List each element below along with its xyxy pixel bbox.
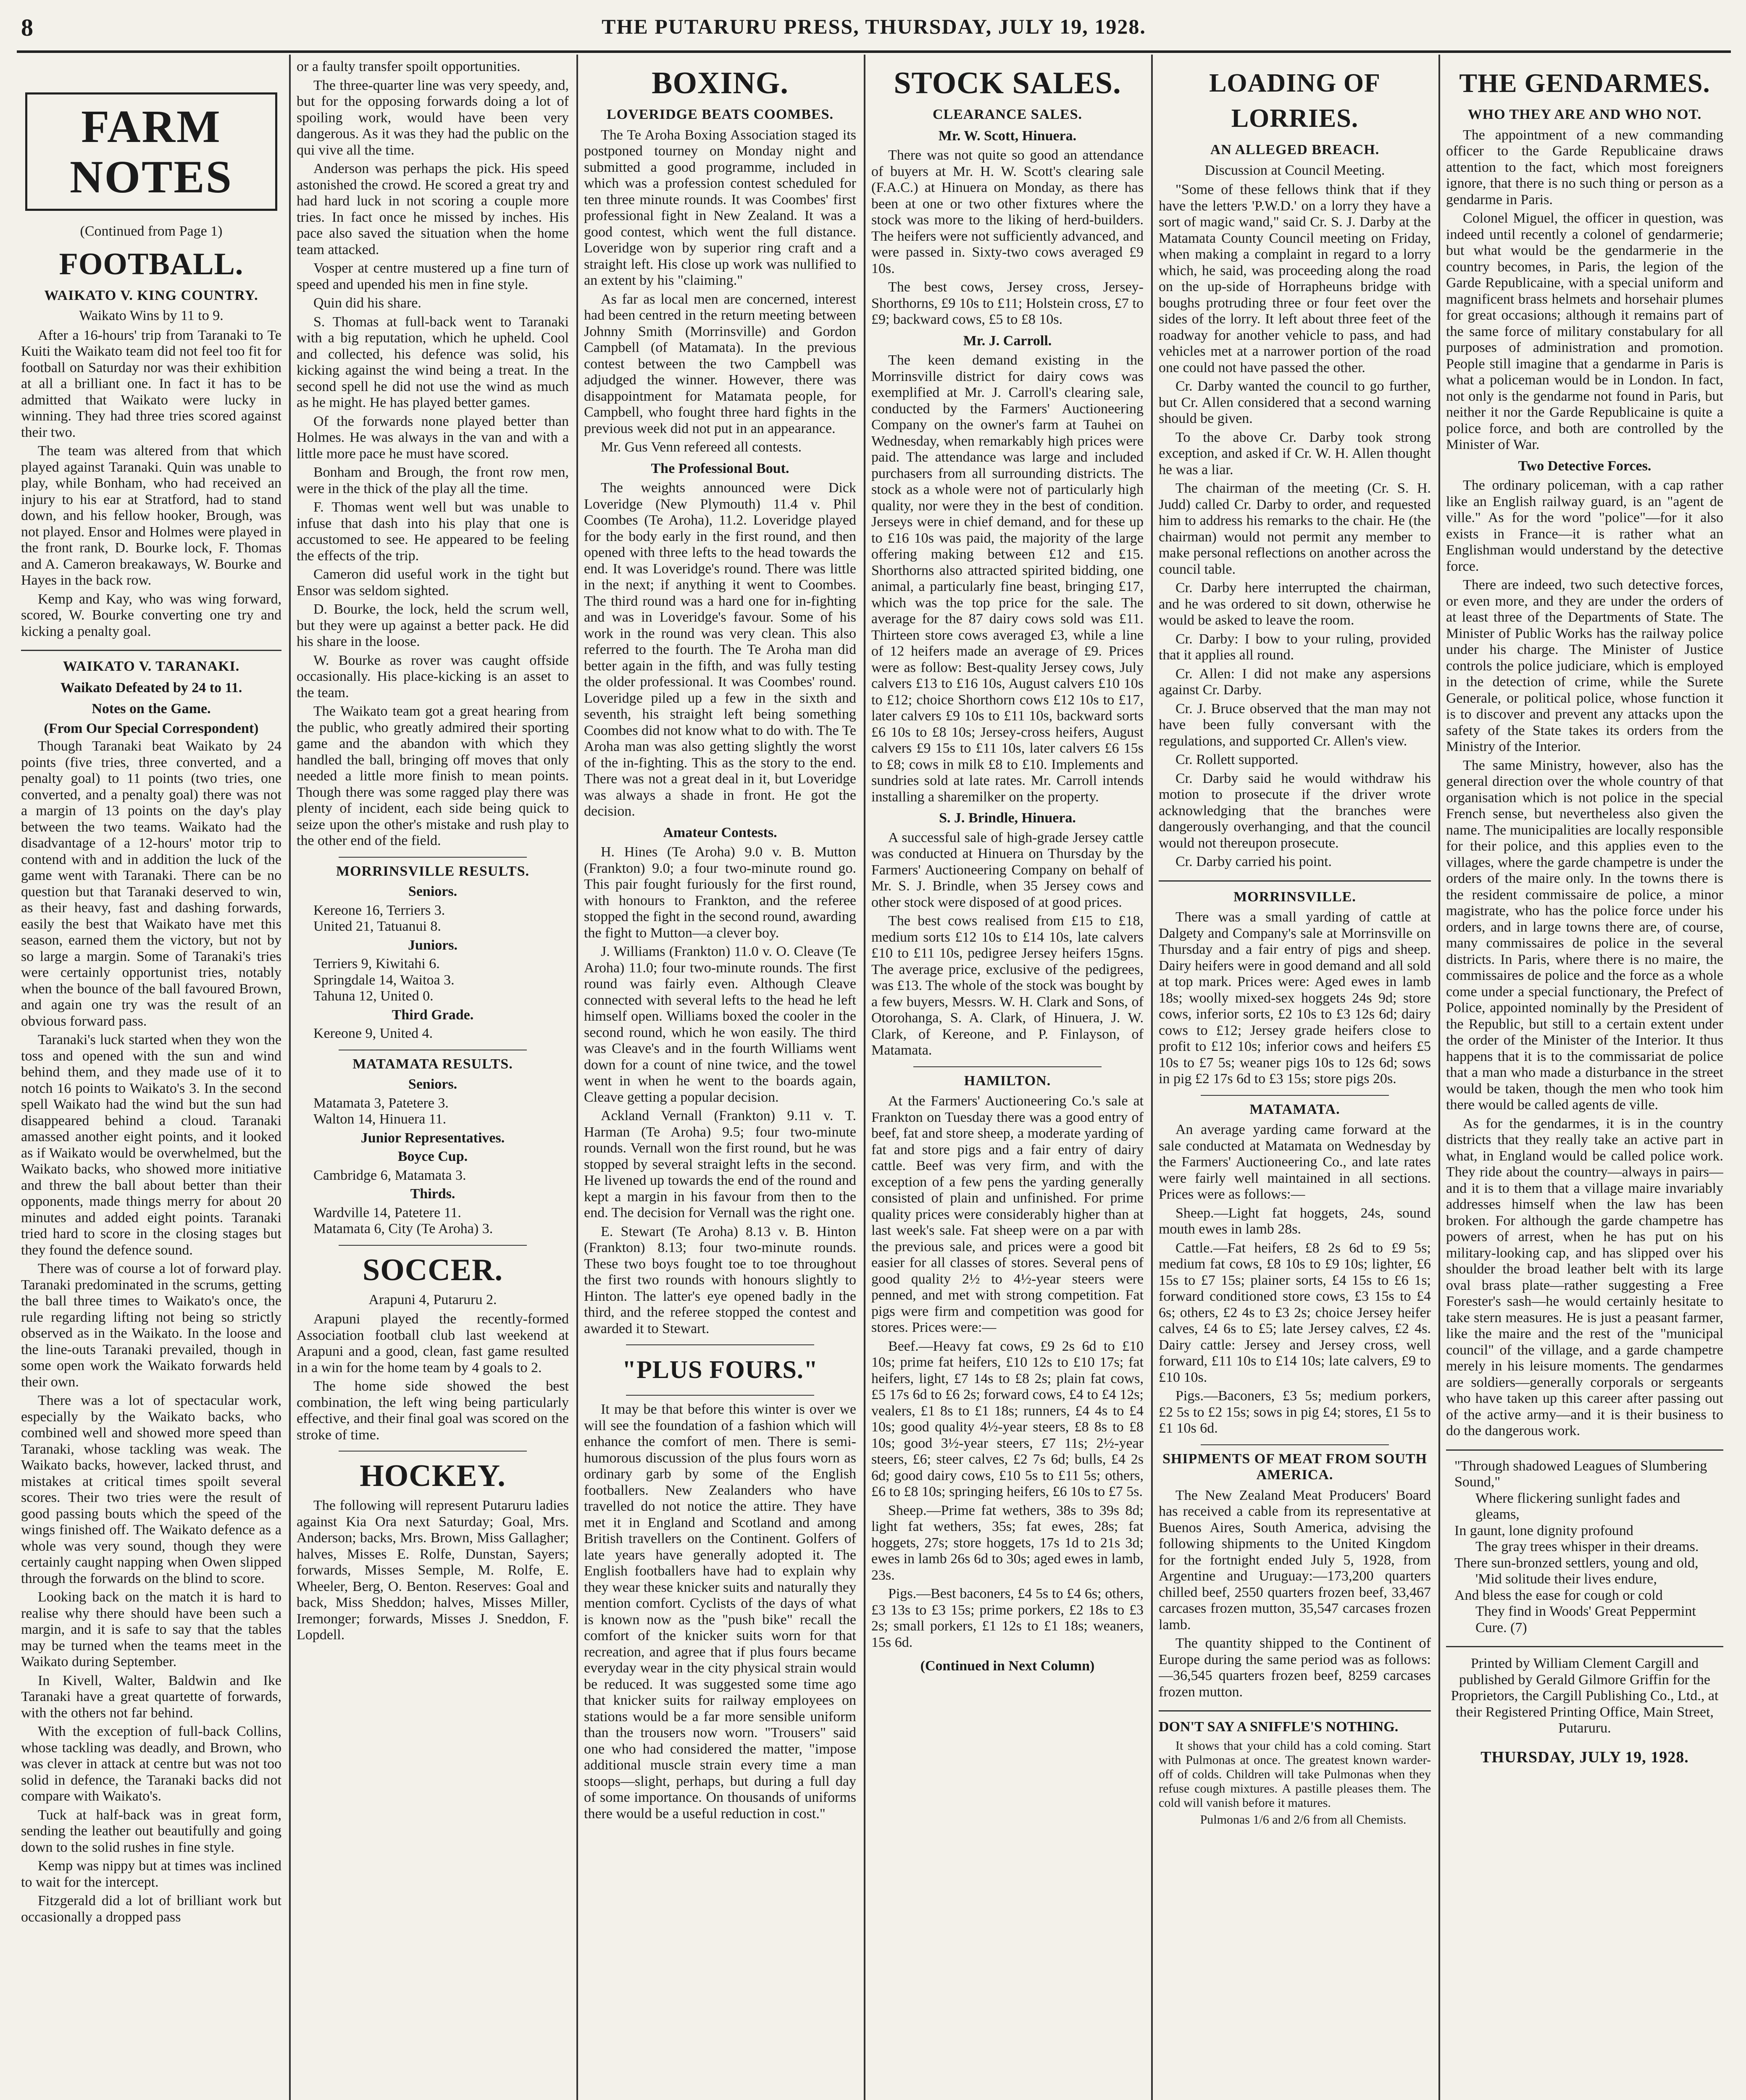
divider xyxy=(339,1451,527,1452)
paragraph: The best cows realised from £15 to £18, medium sorts £12 10s to £14 10s, late calvers £10 to £11 10s, pedigree Jersey heifers 15gns. The average price, exclusive of the pedigrees, was £13. The whole of the stock was bought by a few buyers, Messrs. W. H. Clark and Sons, of Otorohanga, S. A. Clark, of Hinuera, J. W. Clark, of Kereone, and P. Finlayson, of Matamata. xyxy=(871,913,1144,1058)
poem-line: They find in Woods' Great Peppermint Cure. (7) xyxy=(1475,1604,1696,1635)
correspondent-line: (From Our Special Correspondent) xyxy=(44,720,259,736)
paragraph: Pigs.—Best baconers, £4 5s to £4 6s; others, £3 13s to £3 15s; prime porkers, £2 18s to £3 2s; small porkers, £1 12s to £1 18s; weaners, 15s 6d. xyxy=(871,1586,1144,1650)
paragraph: Mr. Gus Venn refereed all contests. xyxy=(601,439,802,455)
paragraph: Fitzgerald did a lot of brilliant work but occasionally a dropped pass xyxy=(21,1893,281,1925)
paragraph: Arapuni played the recently-formed Association football club last weekend at Arapuni and a good, clean, fast game resulted in a win for the home team by 4 goals to 2. xyxy=(297,1311,569,1376)
paragraph: The same Ministry, however, also has the general direction over the whole country of that organisation which is not police in the special French sense, but nevertheless also given the name. The municipalities are locally responsible for their police, and this applies even to the villages, where the garde champetre is under the orders of the maire only. In the towns there is the resident commissaire de police, a minor magistrate, who has the police force under his orders, and in large towns there are, of course, many commissaires de police in the several districts. In Paris, where there is no maire, the commissaires de police and the force as a whole come under a special functionary, the Prefect of Police, appointed nominally by the President of the Republic, but still to a certain extent under the order of the Minister of the Interior. It thus happens that it is to the commissariat de police that a man who made a disturbance in the street would be taken, though the men who took him there would be called agents de ville. xyxy=(1446,757,1723,1113)
divider xyxy=(1159,1710,1431,1712)
paragraph: Cameron did useful work in the tight but Ensor was seldom sighted. xyxy=(297,567,569,598)
printer-imprint: Printed by William Clement Cargill and published by Gerald Gilmore Griffin for the Proprietors, the Cargill Publishing Co., Ltd., at their Registered Printing Office, Main Street, Putaruru. xyxy=(1451,1656,1719,1736)
paragraph: Pigs.—Baconers, £3 5s; medium porkers, £2 5s to £2 15s; sows in pig £4; stores, £1 5s to £1 10s 6d. xyxy=(1159,1388,1431,1436)
column-rule xyxy=(864,55,865,2100)
paragraph: There was of course a lot of forward play. Taranaki predominated in the scrums, getting the ball three times to Waikato's once, the rule regarding lifting not being so strictly observed as in the Waikato. In the loose and the line-outs Taranaki prevailed, though in some open work the Waikato forwards held their own. xyxy=(21,1261,281,1390)
column-boxing xyxy=(584,59,856,2100)
paragraph: Bonham and Brough, the front row men, were in the thick of the play all the time. xyxy=(297,465,569,496)
paragraph: The quantity shipped to the Continent of Europe during the same period was as follows:—36,545 quarters frozen beef, 8259 carcases frozen mutton. xyxy=(1159,1635,1431,1700)
paragraph: S. Thomas at full-back went to Taranaki with a big reputation, which he upheld. Cool and collected, his defence was solid, his kicking against the wind being a treat. In the second spell he did not use the wind as much as he might. He has played better games. xyxy=(297,314,569,410)
paragraph: The chairman of the meeting (Cr. S. H. Judd) called Cr. Darby to order, and requested him to address his remarks to the chair. He (the chairman) would not permit any member to make personal reflections on another across the council table. xyxy=(1159,480,1431,577)
column-rule xyxy=(576,55,578,2100)
divider xyxy=(626,1344,814,1345)
paragraph: The Te Aroha Boxing Association staged its postponed tourney on Monday night and submitted a good programme, included in which was a profession contest scheduled for ten three minute rounds. It was Coombes' first professional fight in New Zealand. It was a good contest, which went the full distance. Loveridge won by superior ring craft and a straight left. His close up work was nullified to an extent by his "claiming." xyxy=(584,127,856,288)
paragraph: There are indeed, two such detective forces, or even more, and they are under the orders of at least three of the Departments of State. The Minister of Public Works has the railway police under his charge. The Minister of Justice controls the police judiciare, which is employed in the detection of crime, while the Surete Generale, or political police, whose function it is to discover and prevent any attacks upon the safety of the State takes its orders from the Ministry of the Interior. xyxy=(1446,577,1723,754)
lorries-heading: LOADING OF LORRIES. xyxy=(1209,69,1380,133)
clearance-sales-heading: CLEARANCE SALES. xyxy=(932,107,1083,122)
divider xyxy=(913,1066,1102,1067)
paper-title: THE PUTARURU PRESS, THURSDAY, JULY 19, 1928. xyxy=(602,15,1146,38)
paragraph: "Some of these fellows think that if they have the letters 'P.W.D.' on a lorry they have a sort of magic wand," said Cr. S. J. Darby at the Matamata County Council meeting on Friday, when making a complaint in regard to a lorry which, he said, was proceeding along the road on the up-side of Horrapheuns bridge with boughs protruding three or four feet over the sides of the lorry. It left about three feet of the roadway for another vehicle to pass, and had vehicles met at a narrower portion of the road one could not have passed the other. xyxy=(1159,182,1431,375)
paragraph: H. Hines (Te Aroha) 9.0 v. B. Mutton (Frankton) 9.0; a four two-minute round go. This pair fought furiously for the first round, with honours to Frankton, and the referee stopped the fight in the second round, awarding the fight to Mutton—a clever boy. xyxy=(584,844,856,941)
paragraph: The appointment of a new commanding officer to the Garde Republicaine draws attention to the fact, which most foreigners ignore, that there is no such thing or person as a gendarme in Paris. xyxy=(1446,127,1723,207)
result-line: Kereone 16, Terriers 3. xyxy=(313,902,445,918)
football-heading: FOOTBALL. xyxy=(59,247,244,281)
paragraph: The best cows, Jersey cross, Jersey-Shorthorns, £9 10s to £11; Holstein cross, £7 to £9; backward cows, £5 to £8 10s. xyxy=(871,279,1144,327)
grade-label: Boyce Cup. xyxy=(397,1149,468,1164)
result-line: Walton 14, Hinuera 11. xyxy=(313,1111,447,1127)
result-line: Wardville 14, Patetere 11. xyxy=(313,1205,461,1221)
grade-label: Thirds. xyxy=(410,1186,455,1202)
paragraph: Cr. Darby said he would withdraw his motion to prosecute if the driver wrote acknowledging that the branches were dangerously overhanging, and that the council would not thereupon prosecute. xyxy=(1159,770,1431,851)
divider xyxy=(1446,1646,1723,1647)
column-stock-sales xyxy=(871,59,1144,2100)
section-heading: The Professional Bout. xyxy=(651,460,789,476)
paragraph: Cr. Darby carried his point. xyxy=(1175,854,1332,869)
divider xyxy=(1446,1449,1723,1451)
paragraph: In Kivell, Walter, Baldwin and Ike Taranaki have a great quartette of forwards, with the others not far behind. xyxy=(21,1672,281,1721)
paragraph: It may be that before this winter is over we will see the foundation of a fashion which will enhance the comfort of men. There is semi-humorous discussion of the plus fours worn as ordinary garb by some of the English footballers. New Zealanders who have travelled do not notice the attire. They have met it in England and Scotland and among British travellers on the Continent. Golfers of late years have generally adopted it. The English footballers have had to explain why they wear these knicker suits and naturally they mention comfort. Cyclists of the days of what is known now as the "push bike" recall the comfort of the knicker suits worn for that recreation, and agree that if plus fours became everyday wear in the city physical strain would be reduced. It was suggested some time ago that knicker suits for railway employees on stations would be a far more sensible uniform than the trousers now worn. "Trousers" said one who had considered the matter, "impose additional muscle strain every time a man stoops—slight, perhaps, but during a full day of some importance. On thousands of uniforms there would be a useful reduction in cost." xyxy=(584,1402,856,1822)
grade-label: Seniors. xyxy=(408,1076,458,1092)
article-body xyxy=(21,328,281,640)
paragraph: To the above Cr. Darby took strong exception, and asked if Cr. W. H. Allen thought he was a liar. xyxy=(1159,429,1431,478)
matamata-heading: MATAMATA. xyxy=(1249,1101,1340,1117)
divider xyxy=(1159,880,1431,882)
paragraph: An average yarding came forward at the sale conducted at Matamata on Wednesday by the Farmers' Auctioneering Co., and late rates were fairly well maintained in all sections. Prices were as follows:— xyxy=(1159,1122,1431,1202)
column-rule xyxy=(1438,55,1440,2100)
advert-heading: DON'T SAY A SNIFFLE'S NOTHING. xyxy=(1159,1719,1399,1735)
paragraph: E. Stewart (Te Aroha) 8.13 v. B. Hinton (Frankton) 8.13; four two-minute rounds. These two boys fought toe to toe throughout the first two rounds with honours slightly to Hinton. The latter's eye opened badly in the third, and the referee stopped the contest and awarded it to Stewart. xyxy=(584,1223,856,1336)
poem-line: "Through shadowed Leagues of Slumbering Sound," xyxy=(1454,1458,1707,1490)
boxing-heading: BOXING. xyxy=(652,66,789,100)
paragraph: The keen demand existing in the Morrinsville district for dairy cows was exemplified at Mr. J. Carroll's clearing sale, conducted by the Farmers' Auctioneering Company on the owner's farm at Tauhei on Wednesday, when remarkably high prices were paid. The attendance was large and included purchasers from all surrounding districts. The stock as a whole were not of particularly high quality, nor were they in the best of condition. Jerseys were in chief demand, and for these up to £16 10s was paid, the majority of the large offering making between £12 and £15. Shorthorns also attracted spirited bidding, one animal, a particularly fine beast, bringing £17, which was the top price for the sale. The average for the 87 dairy cows sold was £11. Thirteen store cows averaged £3, while a line of 12 heifers made an average of £9. Prices were as follow: Best-quality Jersey cows, July calvers £13 to £16 10s, August calvers £10 10s to £12; choice Shorthorn cows £12 10s to £17, later calvers £9 10s to £11 10s, backward sorts £6 10s to £8 10s; Jersey-cross heifers, August calvers £9 15s to £11 10s, later calvers £6 15s to £8; cows in milk £8 to £10. Implements and sundries sold at late rates. Mr. Carroll intends installing a sharemilker on the property. xyxy=(871,352,1144,805)
column-gendarmes xyxy=(1446,59,1723,2100)
farm-notes-box: FARM NOTES xyxy=(25,92,277,211)
column-rule xyxy=(1151,55,1153,2100)
result-line: Matamata 6, City (Te Aroha) 3. xyxy=(313,1221,493,1236)
lorries-subheading-2: Discussion at Council Meeting. xyxy=(1204,162,1385,178)
gendarmes-heading: THE GENDARMES. xyxy=(1459,68,1710,98)
hamilton-heading: HAMILTON. xyxy=(964,1073,1051,1089)
poem-line: Where flickering sunlight fades and gleams, xyxy=(1475,1490,1680,1522)
paragraph: Though Taranaki beat Waikato by 24 points (five tries, three converted, and a penalty goal) to 11 points (two tries, one converted, and a penalty goal) there was not a margin of 13 points on the day's play between the two teams. Waikato had the disadvantage of a 12-hours' motor trip to contend with and in addition the luck of the game went with Taranaki. There can be no question but that Taranaki deserved to win, as their heavy, fast and dashing forwards, easily the best that Waikato have met this season, earned them the victory, but not by so large a margin. Some of Taranaki's tries were certainly opportunist tries, notably when the bounce of the ball favoured Brown, and again one try was the result of an obvious forward pass. xyxy=(21,738,281,1029)
soccer-heading: SOCCER. xyxy=(363,1252,503,1287)
morrinsville-results-heading: MORRINSVILLE RESULTS. xyxy=(336,863,529,879)
grade-label: Junior Representatives. xyxy=(360,1130,505,1146)
paragraph: Tuck at half-back was in great form, sending the leather out beautifully and going down to the solid rushes in fine style. xyxy=(21,1807,281,1855)
paragraph: J. Williams (Frankton) 11.0 v. O. Cleave (Te Aroha) 11.0; four two-minute rounds. The first round was fairly even. Although Cleave connected with several lefts to the head he left himself open. Williams boxed the cooler in the second round, which he won easily. The third was Cleave's and in the fourth Williams went down for a count of nine twice, and the towel went in when he went to the boards again, Cleave getting a popular decision. xyxy=(584,944,856,1105)
dateline: THURSDAY, JULY 19, 1928. xyxy=(1480,1748,1689,1766)
section-heading: Two Detective Forces. xyxy=(1518,458,1651,474)
plus-fours-heading: "PLUS FOURS." xyxy=(622,1356,818,1383)
advert-text: It shows that your child has a cold coming. Start with Pulmonas at once. The greatest known warder-off of colds. Children will take Pulmonas when they refuse cough mixtures. A pastille pleases them. The cold will vanish before it matures. xyxy=(1159,1738,1431,1810)
paragraph: D. Bourke, the lock, held the scrum well, but they were up against a better pack. He did his share in the loose. xyxy=(297,601,569,649)
paragraph: The Waikato team got a great hearing from the public, who greatly admired their sporting game and the abandon with which they handled the ball, bringing off moves that only needed a little more finish to mean points. Though there was some ragged play there was plenty of incident, each side being quick to seize upon the other's mistake and rush play to the other end of the field. xyxy=(297,704,569,848)
paragraph: A successful sale of high-grade Jersey cattle was conducted at Hinuera on Thursday by the Farmers' Auctioneering Company on behalf of Mr. S. J. Brindle, when 35 Jersey cows and other stock were disposed of at good prices. xyxy=(871,830,1144,910)
divider xyxy=(1201,1444,1389,1445)
paragraph: Looking back on the match it is hard to realise why there should have been such a margin, and it is safe to say that the tables may be turned when the teams meet in the Waikato during September. xyxy=(21,1589,281,1670)
notes-heading: Notes on the Game. xyxy=(92,701,211,717)
paragraph: Cr. J. Bruce observed that the man may not have been fully conversant with the regulations, and supported Cr. Allen's view. xyxy=(1159,701,1431,749)
result-line: Springdale 14, Waitoa 3. xyxy=(313,972,455,988)
paragraph: Anderson was perhaps the pick. His speed astonished the crowd. He scored a great try and had hard luck in not scoring a couple more tries. In fact once he missed by inches. His pace also saved the situation when the home team attacked. xyxy=(297,161,569,257)
sale-heading: Mr. J. Carroll. xyxy=(963,333,1052,349)
masthead xyxy=(17,4,1731,53)
paragraph: The three-quarter line was very speedy, and, but for the opposing forwards doing a lot of spoiling work, would have been very dangerous. As it was they had the public on the qui vive all the time. xyxy=(297,77,569,158)
continued-note: (Continued in Next Column) xyxy=(920,1658,1095,1674)
article-subheading: Waikato Wins by 11 to 9. xyxy=(79,308,224,323)
divider xyxy=(339,1245,527,1246)
paragraph: The New Zealand Meat Producers' Board has received a cable from its representative at Buenos Aires, South America, advising the following shipments to the United Kingdom for the fortnight ended July 5, 1928, from Argentine and Uruguay:—173,200 quarters chilled beef, 2550 quarters frozen beef, 33,467 carcases frozen mutton, 35,547 carcases frozen lamb. xyxy=(1159,1487,1431,1633)
paragraph: Sheep.—Prime fat wethers, 38s to 39s 8d; light fat wethers, 35s; fat ewes, 28s; fat hoggets, 27s; store hoggets, 17s 1d to 21s 3d; ewes in lamb 26s 6d to 30s; aged ewes in lamb, 23s. xyxy=(871,1502,1144,1583)
hockey-heading: HOCKEY. xyxy=(360,1459,506,1493)
paragraph: Cr. Darby: I bow to your ruling, provided that it applies all round. xyxy=(1159,631,1431,663)
result-line: Terriers 9, Kiwitahi 6. xyxy=(313,956,440,971)
shipments-heading: SHIPMENTS OF MEAT FROM SOUTH AMERICA. xyxy=(1162,1451,1427,1483)
column-lorries xyxy=(1159,59,1431,2100)
paragraph: After a 16-hours' trip from Taranaki to Te Kuiti the Waikato team did not feel too fit for football on Saturday nor was their exhibition at all a brilliant one. In fact it has to be admitted that Waikato were lucky in winning. They had three tries scored against their two. xyxy=(21,327,281,440)
sale-heading: Mr. W. Scott, Hinuera. xyxy=(938,128,1077,144)
column-rule xyxy=(289,55,291,2100)
morrinsville-results xyxy=(297,884,569,1042)
paragraph: The ordinary policeman, with a cap rather like an English railway guard, is an "agent de ville." As for the word "police"—for it also exists in France—it is rather what an Englishman would understand by the detective force. xyxy=(1446,478,1723,574)
paragraph: Kemp was nippy but at times was inclined to wait for the intercept. xyxy=(21,1858,281,1890)
article-heading: WAIKATO V. KING COUNTRY. xyxy=(44,287,258,303)
paragraph: There was a lot of spectacular work, especially by the Waikato backs, who combined well and showed more speed than Taranaki, whose tackling was weak. The Waikato backs, however, lacked thrust, and mistakes at critical times spoilt several scores. Their two tries were the result of good passing bouts which the speed of the wings finished off. The Waikato defence as a whole was very sound, though they were certainly caught napping when Owen slipped through the forwards on the blind to score. xyxy=(21,1393,281,1586)
divider xyxy=(339,857,527,858)
paragraph: As far as local men are concerned, interest had been centred in the return meeting between Johnny Smith (Morrinsville) and Gordon Campbell (of Matamata). In the previous contest between the two Campbell was adjudged the winner. However, there was disappointment for Matamata people, for Campbell, who fought three hard fights in the previous week did not put in an appearance. xyxy=(584,291,856,436)
sale-heading: S. J. Brindle, Hinuera. xyxy=(939,810,1076,826)
paragraph: Cr. Darby wanted the council to go further, but Cr. Allen considered that a second warning should be given. xyxy=(1159,378,1431,426)
paragraph: The following will represent Putaruru ladies against Kia Ora next Saturday; Goal, Mrs. Anderson; backs, Mrs. Brown, Miss Gallagher; halves, Misses E. Rolfe, Dunstan, Sayers; forwards, Misses Semple, M. Rolfe, E. Wheeler, Berg, O. Benton. Reserves: Goal and back, Miss Sheddon; halves, Misses Miller, Iremonger; forwards, Misses J. Sneddon, F. Lopdell. xyxy=(297,1498,569,1643)
advert-text: Pulmonas 1/6 and 2/6 from all Chemists. xyxy=(1200,1812,1407,1827)
paragraph: Quin did his share. xyxy=(313,295,421,311)
article-heading: WAIKATO V. TARANAKI. xyxy=(63,659,240,674)
paragraph: There was not quite so good an attendance of buyers at Mr. H. W. Scott's clearing sale (F.A.C.) at Hinuera on Monday, as there has been at one or two other fixtures where the stock was more to the liking of herd-builders. The heifers were not sufficiently advanced, and were passed in. Sixty-two cows averaged £9 10s. xyxy=(871,147,1144,276)
soccer-subheading: Arapuni 4, Putaruru 2. xyxy=(368,1292,497,1307)
result-line: United 21, Tatuanui 8. xyxy=(313,919,441,934)
result-line: Matamata 3, Patetere 3. xyxy=(313,1095,449,1111)
poem-advert xyxy=(1446,1458,1723,1636)
divider xyxy=(626,1395,814,1396)
paragraph: Cattle.—Fat heifers, £8 2s 6d to £9 5s; medium fat cows, £8 10s to £9 10s; lighter, £6 15s to £7 15s; plainer sorts, £4 15s to £6 1s; forward conditioned store cows, £3 15s to £4 6s; others, £2 4s to £3 2s; choice Jersey heifer calves, £4 6s to £5; late Jersey calves, £2 4s. Dairy cattle: Jersey and Jersey cross, well forward, £11 10s to £14 10s; late calvers, £9 to £10 10s. xyxy=(1159,1240,1431,1385)
poem-line: There sun-bronzed settlers, young and old, xyxy=(1454,1555,1699,1571)
paragraph: With the exception of full-back Collins, whose tackling was deadly, and Brown, who was clever in attack at centre but was not too solid in defence, the Taranaki backs did not compare with Waikato's. xyxy=(21,1724,281,1804)
paragraph: Cr. Allen: I did not make any aspersions against Cr. Darby. xyxy=(1159,666,1431,698)
continued-note: (Continued from Page 1) xyxy=(80,223,223,239)
stock-sales-heading: STOCK SALES. xyxy=(894,66,1121,100)
section-heading: Amateur Contests. xyxy=(663,824,777,840)
paragraph: Cr. Darby here interrupted the chairman, and he was ordered to sit down, otherwise he would be asked to leave the room. xyxy=(1159,580,1431,628)
paragraph: At the Farmers' Auctioneering Co.'s sale at Frankton on Tuesday there was a good entry of beef, fat and store sheep, a moderate yarding of fat and store pigs and a fair entry of dairy cattle. Beef was very firm, and with the exception of a few pens the yarding generally consisted of plain and unfinished. For prime quality prices were considerably higher than at last week's sale. Fat sheep were on a par with the previous sale, and prices were a good bit easier for all classes of stores. Several pens of good quality 2½ to 4½-year steers were penned, and met with strong competition. Fat pigs were firm and competition was good for stores. Prices were:— xyxy=(871,1093,1144,1335)
paragraph: There was a small yarding of cattle at Dalgety and Company's sale at Morrinsville on Thursday and a fair entry of pigs and sheep. Dairy heifers were in good demand and all sold at top mark. Prices were: Aged ewes in lamb 18s; woolly mixed-sex hoggets 24s 9d; store cows, inferior sorts, £2 10s to £3 12s 6d; dairy cows to £12; Jersey grade heifers close to profit to £12 10s; inferior cows and heifers £5 10s to £7 5s; weaner pigs 10s to 12s 6d; sows in pig £2 17s 6d to £3 15s; store pigs 20s. xyxy=(1159,909,1431,1087)
morrinsville-heading: MORRINSVILLE. xyxy=(1233,889,1356,905)
column-football-cont xyxy=(297,59,569,2100)
page-number: 8 xyxy=(21,14,33,41)
grade-label: Juniors. xyxy=(408,937,458,953)
paragraph: The home side showed the best combination, the left wing being particularly effective, and their final goal was scored on the stroke of time. xyxy=(297,1378,569,1443)
boxing-subheading: LOVERIDGE BEATS COOMBES. xyxy=(606,107,834,122)
paragraph: Kemp and Kay, who was wing forward, scored, W. Bourke converting one try and kicking a penalty goal. xyxy=(21,591,281,639)
result-line: Kereone 9, United 4. xyxy=(313,1026,433,1041)
paragraph: Vosper at centre mustered up a fine turn of speed and upended his men in fine style. xyxy=(297,260,569,292)
divider xyxy=(1201,1095,1389,1096)
paragraph: The weights announced were Dick Loveridge (New Plymouth) 11.4 v. Phil Coombes (Te Aroha), 11.2. Loveridge played for the body early in the first round, and then opened with three lefts to the head towards the end. It was Loveridge's round. There was little in the next; if anything it went to Coombes. The third round was a hard one for in-fighting and was in Loveridge's favour. Some of his work in the round was very clean. This also referred to the fourth. The Te Aroha man did better again in the fifth, and was fully testing the older professional. It was Coombes' round. Loveridge piled up a few in the sixth and seventh, his straight left being something Coombes did not know what to do with. The Te Aroha man was also getting slightly the worst of the in-fighting. This as the story to the end. There was not a great deal in it, but Loveridge was always a shade in front. He got the decision. xyxy=(584,480,856,819)
lorries-subheading: AN ALLEGED BREACH. xyxy=(1210,142,1380,158)
poem-line: And bless the ease for cough or cold xyxy=(1454,1587,1663,1603)
matamata-results-heading: MATAMATA RESULTS. xyxy=(352,1056,513,1072)
paragraph: The team was altered from that which played against Taranaki. Quin was unable to play, while Bonham, who had received an injury to his ear at Stratford, had to stand down, and his fellow hooker, Brough, was not played. Ensor and Holmes were played in the front rank, D. Bourke lock, F. Thomas and A. Cameron breakaways, W. Bourke and Hayes in the back row. xyxy=(21,443,281,588)
result-line: Cambridge 6, Matamata 3. xyxy=(313,1167,466,1183)
result-line: Tahuna 12, United 0. xyxy=(313,988,434,1004)
paragraph: Ackland Vernall (Frankton) 9.11 v. T. Harman (Te Aroha) 9.5; four two-minute rounds. Vernall won the first round, but he was stopped by several straight lefts in the second. He livened up towards the end of the round and kept a margin in his favour from then to the end. The decision for Vernall was the right one. xyxy=(584,1108,856,1221)
column-farm-notes xyxy=(21,59,281,2100)
paragraph: Sheep.—Light fat hoggets, 24s, sound mouth ewes in lamb 28s. xyxy=(1159,1205,1431,1237)
matamata-results xyxy=(297,1076,569,1237)
paragraph: Of the forwards none played better than Holmes. He was always in the van and with a little more pace he must have scored. xyxy=(297,413,569,462)
paragraph: or a faulty transfer spoilt opportunities. xyxy=(297,59,521,74)
grade-label: Third Grade. xyxy=(392,1007,474,1023)
paragraph: W. Bourke as rover was caught offside occasionally. His place-kicking is an asset to the team. xyxy=(297,652,569,701)
paragraph: Cr. Rollett supported. xyxy=(1175,752,1299,767)
paragraph: As for the gendarmes, it is in the country districts that they really take an active part in what, in England would be called police work. They ride about the country—always in pairs—and it is to them that a village maire invariably addresses himself when the law has been broken. For although the garde champetre has powers of arrest, when he has put on his military-looking cap, and has slipped over his shoulder the broad leather belt with its large oval brass plate—rather suggesting a Free Forester's sash—he would certainly hesitate to take stern measures. He is just a peasant farmer, like the maire and the rest of the "municipal council" of the village, and a garde champetre merely in his leisure moments. The gendarmes are soldiers—generally corporals or sergeants who have taken up this career after passing out of the active army—and it is their business to do the dangerous work. xyxy=(1446,1116,1723,1438)
gendarmes-subheading: WHO THEY ARE AND WHO NOT. xyxy=(1467,107,1702,122)
article-subheading: Waikato Defeated by 24 to 11. xyxy=(60,680,242,696)
paragraph: Taranaki's luck started when they won the toss and opened with the sun and wind behind them, and they made use of it to notch 16 points to Waikato's 3. In the second spell Waikato had the wind but the sun had disappeared behind a cloud. Taranaki amassed another eight points, and it looked as if Waikato would be overwhelmed, but the Waikato backs, who showed more initiative and threw the ball about better than their opponents, made things merry for about 20 minutes and added eight points. Taranaki tried hard to score in the closing stages but they found the defence sound. xyxy=(21,1032,281,1258)
article-body xyxy=(21,738,281,1925)
paragraph: F. Thomas went well but was unable to infuse that dash into his play that one is accustomed to see. He appeared to be feeling the effects of the trip. xyxy=(297,499,569,564)
poem-line: In gaunt, lone dignity profound xyxy=(1454,1522,1633,1538)
poem-line: 'Mid solitude their lives endure, xyxy=(1475,1571,1657,1587)
paragraph: Beef.—Heavy fat cows, £9 2s 6d to £10 10s; prime fat heifers, £10 12s to £10 17s; fat heifers, light, £7 14s to £8 2s; plain fat cows, £5 17s 6d to £6 2s; forward cows, £4 to £4 12s; vealers, £1 8s to £1 18s; runners, £4 4s to £4 10s; good quality 4½-year steers, £8 8s to £8 10s; good 3½-year steers, £7 11s; 2½-year steers, £6; steer calves, £2 7s 6d; bulls, £4 2s 6d; good dairy cows, £10 5s to £11 5s; others, £6 to £8 10s; springing heifers, £6 10s to £7 5s. xyxy=(871,1338,1144,1499)
divider xyxy=(21,650,281,651)
poem-line: The gray trees whisper in their dreams. xyxy=(1475,1539,1699,1554)
paragraph: Colonel Miguel, the officer in question, was indeed until recently a colonel of gendarmerie; but what would be the gendarmerie in the country becomes, in Paris, the legion of the Garde Republicaine, with a special uniform and magnificent brass helmets and horsehair plumes for great occasions; although it remains part of the same force of military constabulary for all purposes of administration and promotion. People still imagine that a gendarme in Paris is what a policeman would be in London. In fact, not only is the gendarme not found in Paris, but neither it nor the Garde Republicaine is quite a police force, and both are controlled by the Minister of War. xyxy=(1446,210,1723,452)
grade-label: Seniors. xyxy=(408,884,458,899)
